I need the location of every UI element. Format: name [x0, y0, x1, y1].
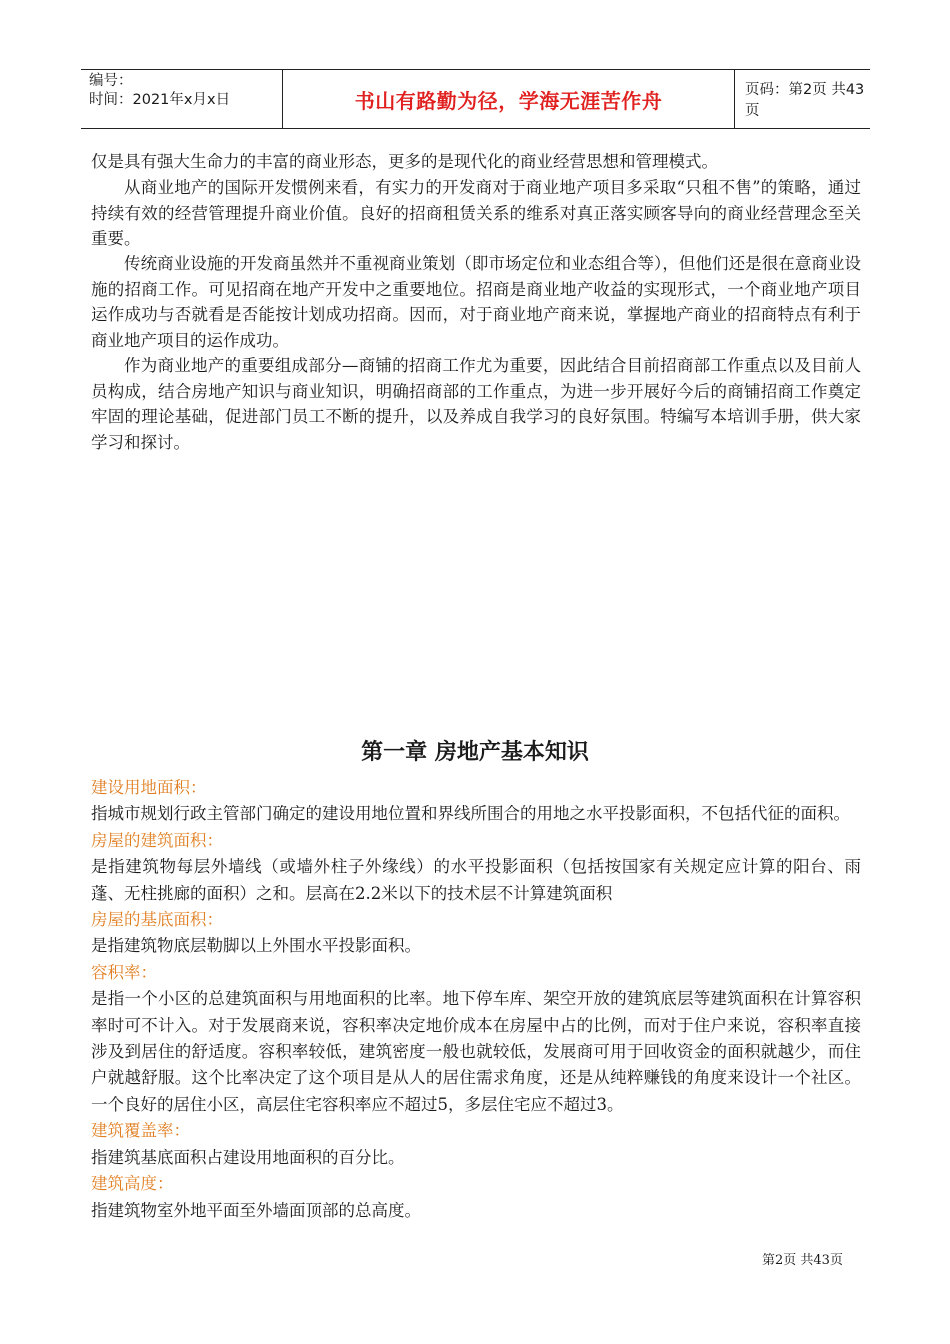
- header-motto-cell: [283, 70, 735, 128]
- term-definition: 是指一个小区的总建筑面积与用地面积的比率。地下停车库、架空开放的建筑底层等建筑面积在计算容积率时可不计入。对于发展商来说，容积率决定地价成本在房屋中占的比例，而对于住户来说，容积率直接涉及到居住的舒适度。容积率较低，建筑密度一般也就较低，发展商可用于回收资金的面积就越少，而住户就越舒服。这个比率决定了这个项目是从人的居住需求角度，还是从纯粹赚钱的角度来设计一个社区。一个良好的居住小区，高层住宅容积率应不超过5，多层住宅应不超过3。: [91, 989, 861, 1114]
- intro-paragraph-4: 作为商业地产的重要组成部分—商铺的招商工作尤为重要，因此结合目前招商部工作重点以及目前人员构成，结合房地产知识与商业知识，明确招商部的工作重点，为进一步开展好今后的商铺招商工作奠定牢固的理论基础，促进部门员工不断的提升，以及养成自我学习的良好氛围。特编写本培训手册，供大家学习和探讨。: [91, 356, 861, 452]
- intro-paragraph-3: 传统商业设施的开发商虽然并不重视商业策划（即市场定位和业态组合等），但他们还是很在意商业设施的招商工作。可见招商在地产开发中之重要地位。招商是商业地产收益的实现形式，一个商业地产项目运作成功与否就看是否能按计划成功招商。因而，对于商业地产商来说，掌握地产商业的招商特点有利于商业地产项目的运作成功。: [91, 254, 861, 350]
- intro-paragraph-2: 从商业地产的国际开发惯例来看，有实力的开发商对于商业地产项目多采取“只租不售”的策略，通过持续有效的经营管理提升商业价值。良好的招商租赁关系的维系对真正落实顾客导向的商业经营理念至关重要。: [91, 178, 861, 248]
- header-page-number: 页码：第2页 共43页: [745, 82, 865, 119]
- term-heading: 房屋的建筑面积：: [91, 830, 223, 850]
- term-heading: 容积率：: [91, 962, 157, 982]
- definitions-list: [91, 775, 861, 1224]
- term-definition: 指建筑基底面积占建设用地面积的百分比。: [91, 1147, 405, 1167]
- page-footer: 第2页 共43页: [762, 1253, 843, 1268]
- term-definition: 是指建筑物底层勒脚以上外围水平投影面积。: [91, 936, 421, 956]
- term-heading: 房屋的基底面积：: [91, 910, 223, 930]
- term-definition: 指建筑物室外地平面至外墙面顶部的总高度。: [91, 1200, 421, 1220]
- header-motto: 书山有路勤为径，学海无涯苦作舟: [354, 88, 663, 113]
- term-definition: 是指建筑物每层外墙线（或墙外柱子外缘线）的水平投影面积（包括按国家有关规定应计算的阳台、雨蓬、无柱挑廊的面积）之和。层高在2.2米以下的技术层不计算建筑面积: [91, 857, 861, 903]
- term-heading: 建筑覆盖率：: [91, 1121, 190, 1141]
- term-heading: 建筑高度：: [91, 1174, 174, 1194]
- term-definition: 指城市规划行政主管部门确定的建设用地位置和界线所围合的用地之水平投影面积，不包括代征的面积。: [91, 804, 850, 824]
- document-date-label: 时间：2021年x月x日: [89, 92, 231, 108]
- intro-paragraph-1: 仅是具有强大生命力的丰富的商业形态，更多的是现代化的商业经营思想和管理模式。: [91, 152, 718, 171]
- term-heading: 建设用地面积：: [91, 778, 207, 797]
- chapter-title: 第一章 房地产基本知识: [361, 740, 589, 765]
- header-page-cell: [735, 70, 870, 128]
- document-code-label: 编号：: [89, 73, 133, 89]
- page-header: [81, 69, 870, 129]
- header-meta: [81, 70, 283, 128]
